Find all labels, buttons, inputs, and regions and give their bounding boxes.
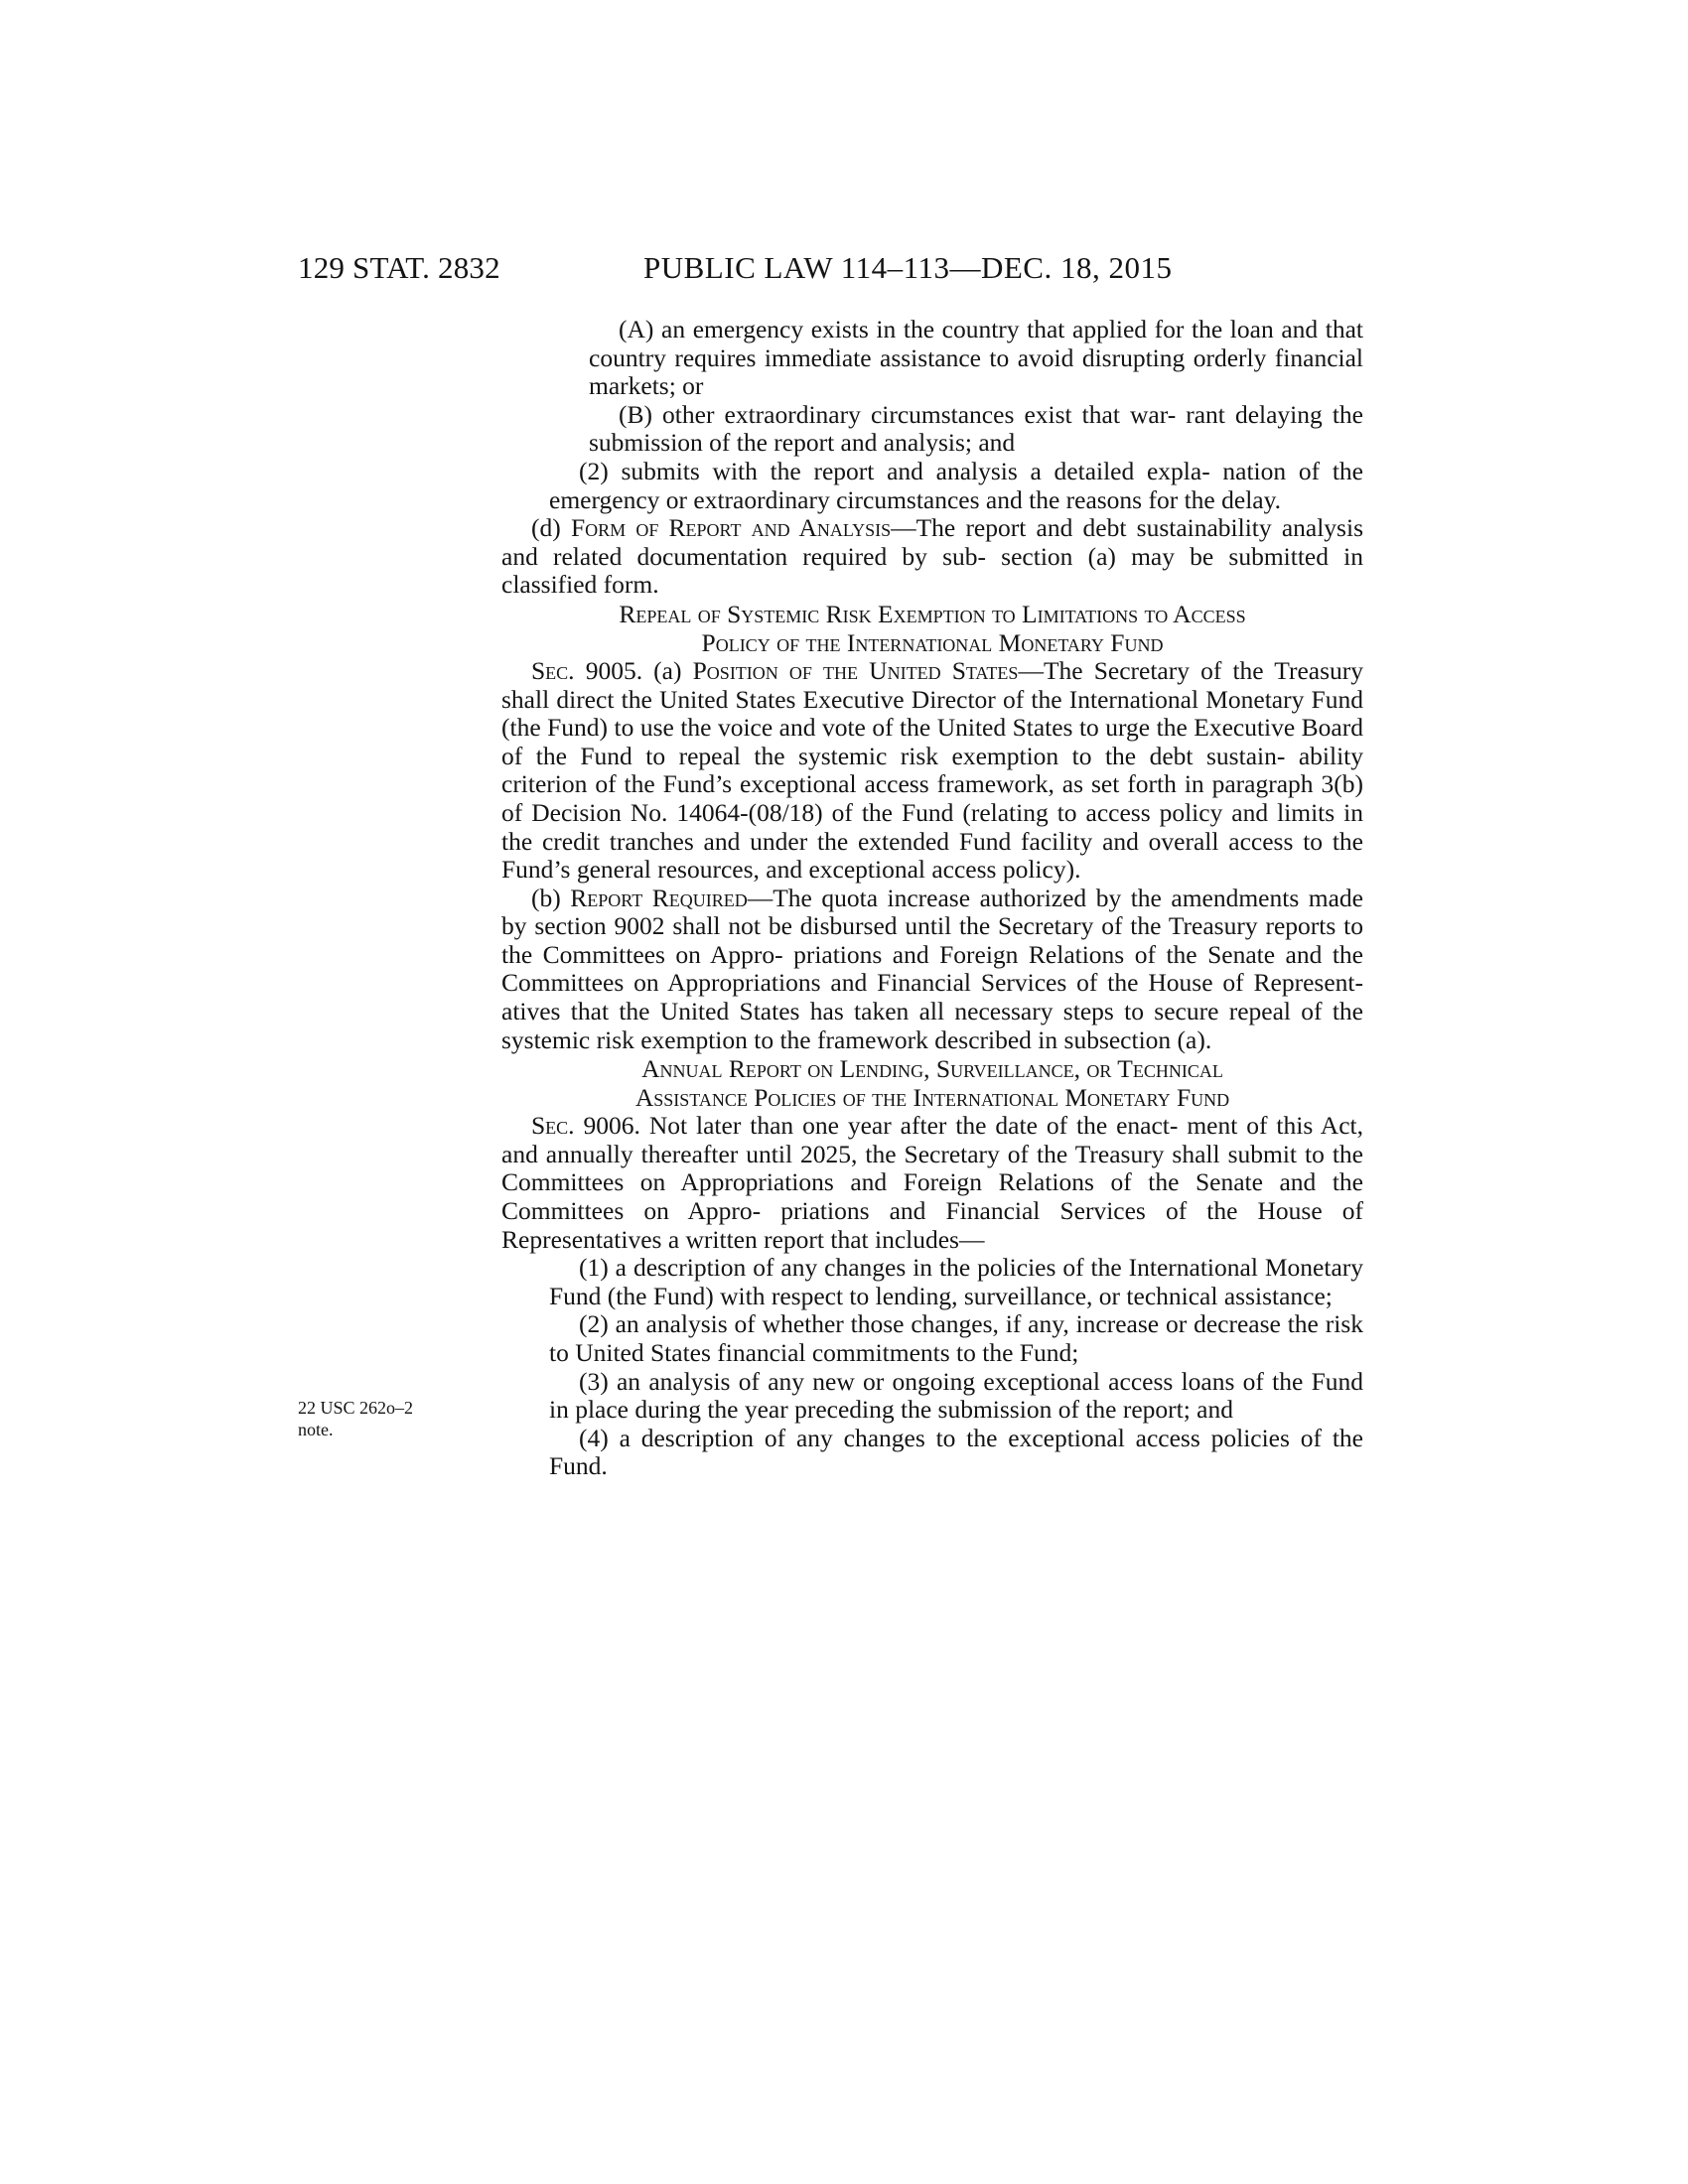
- margin-note-suffix: note.: [298, 1420, 334, 1439]
- item-3: (3) an analysis of any new or ongoing exceptional access loans of the Fund in place during the year preceding the submission of the report; and: [549, 1366, 1363, 1425]
- page-number: 129 STAT. 2832: [298, 250, 500, 285]
- section-9005-a: Sec. 9005. (a) Position of the United States—The Secretary of the Treasury shall direct the United States Executive Director of the International Monetary Fund (the Fund) to use the voice and vote of the United States to urge the Executive Board of the Fund to repeal the systemic risk exemption to the debt sustain- ability criterion of the Fund’s exceptional access framework, as set forth in paragraph 3(b) of Decision No. 14064-(08/18) of the Fund (relating to access policy and limits in the credit tranches and under the extended Fund facility and overall access to the Fund’s general resources, and exceptional access policy).: [501, 655, 1364, 885]
- section-9006-heading-line2: Assistance Policies of the International Monetary Fund: [634, 1083, 1230, 1113]
- section-9005-b-text: The quota increase authorized by the amendments made by section 9002 shall not be disbursed until the Secretary of the Treasury reports to the Committees on Appro- priations and Foreign Relations of the Senate and the Committees on Appropriations and Financial Services of the House of Represent- atives that the United States has taken all necessary steps to secure repeal of the systemic risk exemption to the framework described in subsection (a).: [501, 883, 1363, 1054]
- item-1: (1) a description of any changes in the policies of the International Monetary Fund (the Fund) with respect to lending, surveillance, or technical assistance;: [549, 1253, 1363, 1310]
- subsection-d-label: (d): [531, 513, 561, 543]
- section-9005-a-caption: Position of the United States: [692, 655, 1019, 685]
- section-9005-heading-line1: Repeal of Systemic Risk Exemption to Limitations to Access: [619, 599, 1246, 628]
- subsection-d-caption: Form of Report and Analysis: [570, 513, 892, 543]
- section-9005-heading: [501, 600, 1363, 657]
- section-9005-b-label: (b): [531, 883, 561, 912]
- subsection-d: (d) Form of Report and Analysis—The report and debt sustainability analysis and related documentation required by sub- section (a) may be submitted in classified form.: [501, 513, 1363, 600]
- subsection-d-text: The report and debt sustainability analysis and related documentation required by sub- section (a) may be submitted in classified form.: [501, 513, 1363, 600]
- section-9005-heading-line2: Policy of the International Monetary Fund: [701, 627, 1164, 657]
- section-9006-text: 9006. Not later than one year after the date of the enact- ment of this Act, and annually thereafter until 2025, the Secretary of the Treasury shall submit to the Committees on Appropriations and Foreign Relations of the Senate and the Committees on Appro- priations and Financial Services of the House of Representatives a written report that includes—: [501, 1111, 1364, 1254]
- section-9005-b: (b) Report Required—The quota increase authorized by the amendments made by section 9002 shall not be disbursed until the Secretary of the Treasury reports to the Committees on Appro- priations and Foreign Relations of the Senate and the Committees on Appropriations and Financial Services of the House of Represent- atives that the United States has taken all necessary steps to secure repeal of the systemic risk exemption to the framework described in subsection (a).: [501, 883, 1363, 1054]
- body-column: [501, 316, 1363, 1481]
- section-9006: [501, 1112, 1363, 1254]
- section-9005-b-caption: Report Required: [570, 883, 748, 912]
- section-9006-sec-label: Sec.: [531, 1111, 575, 1141]
- paragraph-B: (B) other extraordinary circumstances exist that war- rant delaying the submission of the report and analysis; and: [589, 399, 1363, 458]
- section-9005-lead: 9005. (a): [585, 655, 682, 685]
- section-9006-heading: [501, 1054, 1363, 1112]
- section-9005-sec-label: Sec.: [531, 655, 575, 685]
- paragraph-A: (A) an emergency exists in the country that applied for the loan and that country requires immediate assistance to avoid disrupting orderly financial markets; or: [589, 315, 1363, 401]
- margin-note: [298, 1397, 457, 1440]
- running-head: PUBLIC LAW 114–113—DEC. 18, 2015: [643, 250, 1173, 285]
- item-2: (2) an analysis of whether those changes, if any, increase or decrease the risk to United States financial commitments to the Fund;: [549, 1309, 1363, 1367]
- item-4: (4) a description of any changes to the exceptional access policies of the Fund.: [549, 1423, 1363, 1481]
- section-9005-a-text: The Secretary of the Treasury shall direct the United States Executive Director of the International Monetary Fund (the Fund) to use the voice and vote of the United States to urge the Executive Board of the Fund to repeal the systemic risk exemption to the debt sustain- ability criterion of the Fund’s exceptional access framework, as set forth in paragraph 3(b) of Decision No. 14064-(08/18) of the Fund (relating to access policy and limits in the credit tranches and under the extended Fund facility and overall access to the Fund’s general resources, and exceptional access policy).: [501, 655, 1364, 885]
- paragraph-2: (2) submits with the report and analysis a detailed expla- nation of the emergency or extraordinary circumstances and the reasons for the delay.: [549, 456, 1363, 514]
- margin-note-citation: 22 USC 262o–2: [298, 1398, 414, 1418]
- section-9006-heading-line1: Annual Report on Lending, Surveillance, or Technical: [641, 1054, 1223, 1084]
